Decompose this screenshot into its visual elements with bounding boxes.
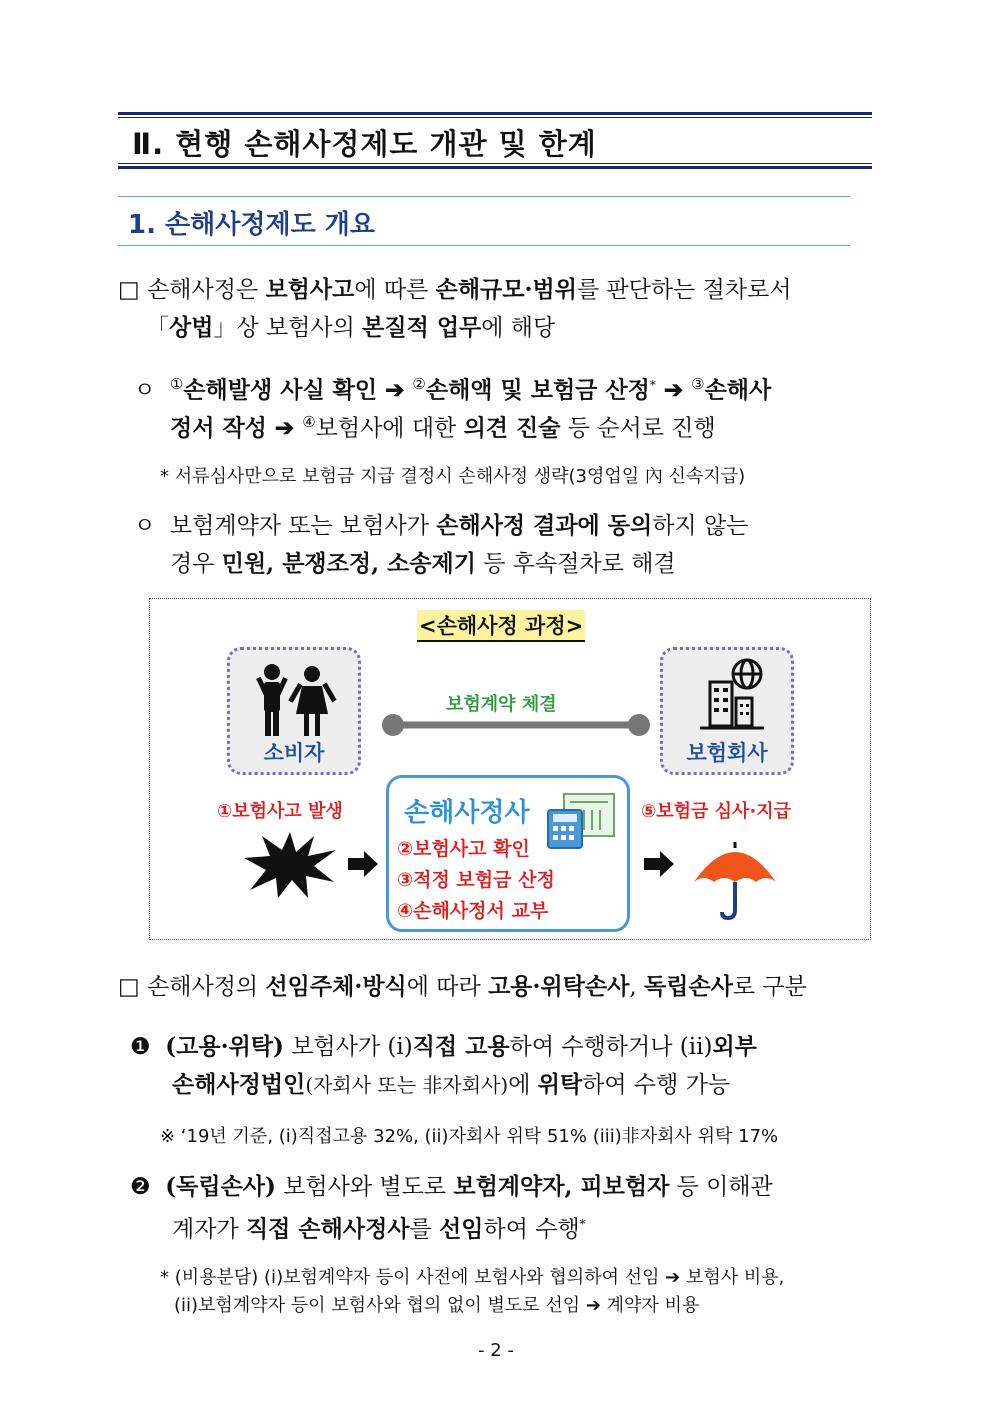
bullet-1-line-2: 정서 작성 ➔ ④보험사에 대한 의견 진술 등 순서로 진행 xyxy=(170,413,716,442)
bullet-marker: ㅇ xyxy=(134,378,156,404)
step-5-label: ⑤보험금 심사·지급 xyxy=(641,801,792,822)
step-3-label: ③적정 보험금 산정 xyxy=(397,869,555,891)
diagram-title: <손해사정 과정> xyxy=(417,610,585,642)
paragraph-2-line-1: □ 손해사정의 선임주체·방식에 따라 고용·위탁손사, 독립손사로 구분 xyxy=(118,973,807,1000)
item-2-line-2: 계자가 직접 손해사정사를 선임하여 수행* xyxy=(172,1215,586,1243)
item-1-line-2: 손해사정법인(자회사 또는 非자회사)에 위탁하여 수행 가능 xyxy=(172,1071,731,1098)
arrow-right-icon xyxy=(644,851,674,877)
item-2-line-1: ❷ (독립손사) 보험사와 별도로 보험계약자, 피보험자 등 이해관 xyxy=(130,1173,773,1200)
bullet-1-line-1: ㅇ ①손해발생 사실 확인 ➔ ②손해액 및 보험금 산정* ➔ ③손해사 xyxy=(134,375,772,404)
umbrella-icon xyxy=(690,836,780,920)
people-icon xyxy=(250,662,340,740)
section-title: Ⅱ. 현행 손해사정제도 개관 및 한계 xyxy=(132,127,597,161)
number-2-marker: ❷ xyxy=(130,1174,151,1200)
header-rule-bottom xyxy=(118,166,872,169)
subheader-rule-top xyxy=(118,196,850,197)
subheader-rule-bottom xyxy=(118,245,850,246)
step-2-label: ②보험사고 확인 xyxy=(397,838,530,860)
item-1-note: ※ ‘19년 기준, (i)직접고용 32%, (ii)자회사 위탁 51% (iii)非자회사 위탁 17% xyxy=(160,1126,779,1147)
item-2-note-line-1: * (비용분담) (i)보험계약자 등이 사전에 보험사와 협의하여 선임 ➔ 보험사 비용, xyxy=(160,1267,785,1288)
bullet-2-line-2: 경우 민원, 분쟁조정, 소송제기 등 후속절차로 해결 xyxy=(170,550,676,577)
footnote-1: * 서류심사만으로 보험금 지급 결정시 손해사정 생략(3영업일 內 신속지급) xyxy=(160,466,746,487)
arrow-right-icon: ➔ xyxy=(266,414,303,442)
step-1-label: ①보험사고 발생 xyxy=(217,801,343,822)
item-2-note-line-2: (ii)보험계약자 등이 보험사와 협의 없이 별도로 선임 ➔ 계약자 비용 xyxy=(174,1295,700,1316)
bullet-marker: ㅇ xyxy=(134,514,156,539)
header-rule-top xyxy=(118,112,872,115)
paragraph-1-line-1: □ 손해사정은 보험사고에 따른 손해규모·범위를 판단하는 절차로서 xyxy=(118,276,792,303)
insurer-label: 보험회사 xyxy=(686,741,768,765)
square-marker: □ xyxy=(118,277,140,303)
arrow-right-icon: ➔ xyxy=(655,376,692,404)
consumer-label: 소비자 xyxy=(263,741,325,765)
adjuster-title: 손해사정사 xyxy=(404,798,530,828)
arrow-right-icon xyxy=(348,851,378,877)
header-rule-bottom-thin xyxy=(118,163,872,164)
calculator-icon xyxy=(546,792,616,850)
header-rule-top-thin xyxy=(118,117,872,118)
item-1-line-1: ❶ (고용·위탁) 보험사가 (i)직접 고용하여 수행하거나 (ii)외부 xyxy=(130,1033,757,1060)
page-number: - 2 - xyxy=(478,1340,514,1361)
subsection-title: 1. 손해사정제도 개요 xyxy=(128,210,375,240)
contract-label: 보험계약 체결 xyxy=(446,694,557,715)
building-globe-icon xyxy=(692,654,772,734)
number-1-marker: ❶ xyxy=(130,1034,151,1060)
bullet-2-line-1: ㅇ 보험계약자 또는 보험사가 손해사정 결과에 동의하지 않는 xyxy=(134,512,749,539)
step-4-label: ④손해사정서 교부 xyxy=(397,900,549,922)
paragraph-1-line-2: 「상법」상 보험사의 본질적 업무에 해당 xyxy=(146,314,556,341)
square-marker: □ xyxy=(118,974,140,1000)
arrow-right-icon: ➔ xyxy=(377,376,413,404)
explosion-icon xyxy=(242,830,338,900)
